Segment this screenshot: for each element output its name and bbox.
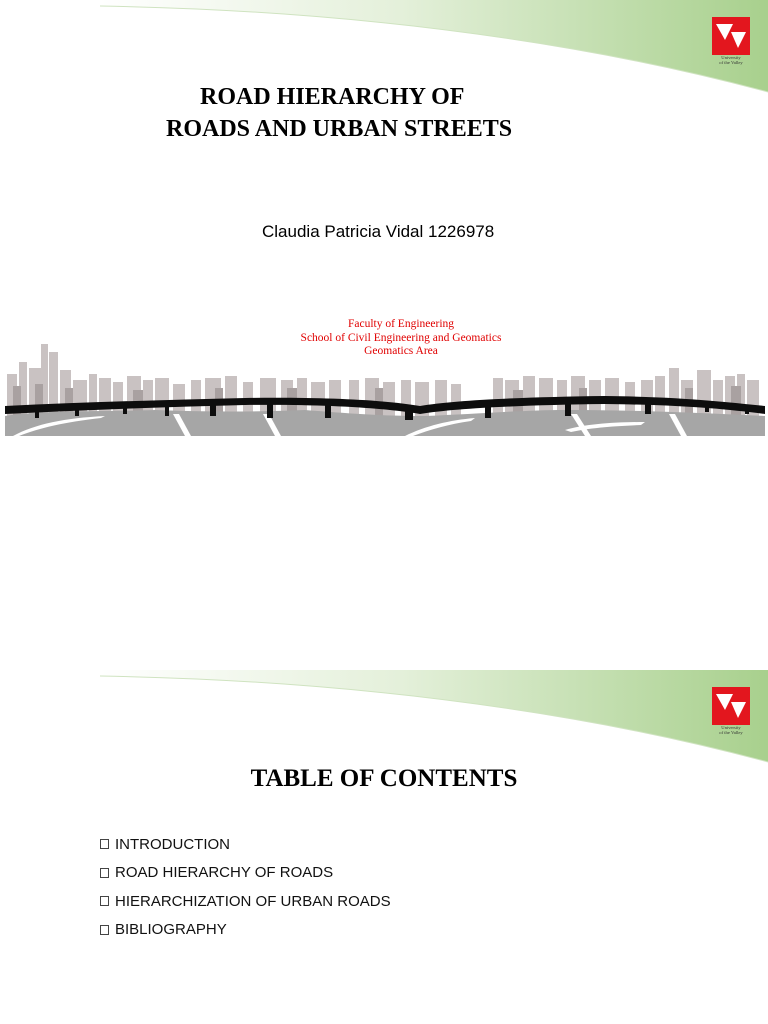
bullet-box-icon — [100, 839, 109, 849]
toc-item-introduction — [100, 830, 391, 859]
toc-item-label: ROAD HIERARCHY OF ROADS — [115, 864, 334, 882]
faculty-line-1: Faculty of Engineering — [347, 318, 455, 330]
university-logo — [712, 17, 750, 73]
author-name: Claudia Patricia Vidal 1226978 — [262, 222, 495, 241]
faculty-line-2: School of Civil Engineering and Geomatics — [300, 331, 502, 344]
title-line-2: ROADS AND URBAN STREETS — [166, 116, 513, 142]
toc-item-bibliography — [100, 916, 391, 945]
university-logo — [712, 687, 750, 743]
toc-title: TABLE OF CONTENTS — [250, 765, 518, 792]
bullet-box-icon — [100, 896, 109, 906]
logo-text-line1: University — [721, 725, 741, 730]
bullet-box-icon — [100, 925, 109, 935]
title-slide — [0, 0, 768, 440]
city-skyline-bridge-illustration — [5, 340, 765, 436]
title-line-1: ROAD HIERARCHY OF — [200, 84, 465, 110]
toc-item-label: BIBLIOGRAPHY — [115, 921, 227, 939]
university-logo-icon — [712, 17, 750, 55]
logo-text-line1: University — [721, 55, 741, 60]
logo-text-line2: of the Valley — [719, 730, 743, 735]
green-swoosh-banner — [0, 670, 768, 770]
toc-item-hierarchization — [100, 887, 391, 916]
toc-item-label: INTRODUCTION — [115, 835, 230, 853]
table-of-contents-slide — [0, 670, 768, 1024]
university-logo-icon — [712, 687, 750, 725]
toc-item-road-hierarchy — [100, 859, 391, 888]
slide-gap — [0, 440, 768, 670]
toc-list — [100, 830, 391, 944]
bullet-box-icon — [100, 868, 109, 878]
faculty-line-3: Geomatics Area — [364, 345, 438, 357]
logo-text-line2: of the Valley — [719, 60, 743, 65]
toc-item-label: HIERARCHIZATION OF URBAN ROADS — [115, 892, 391, 910]
